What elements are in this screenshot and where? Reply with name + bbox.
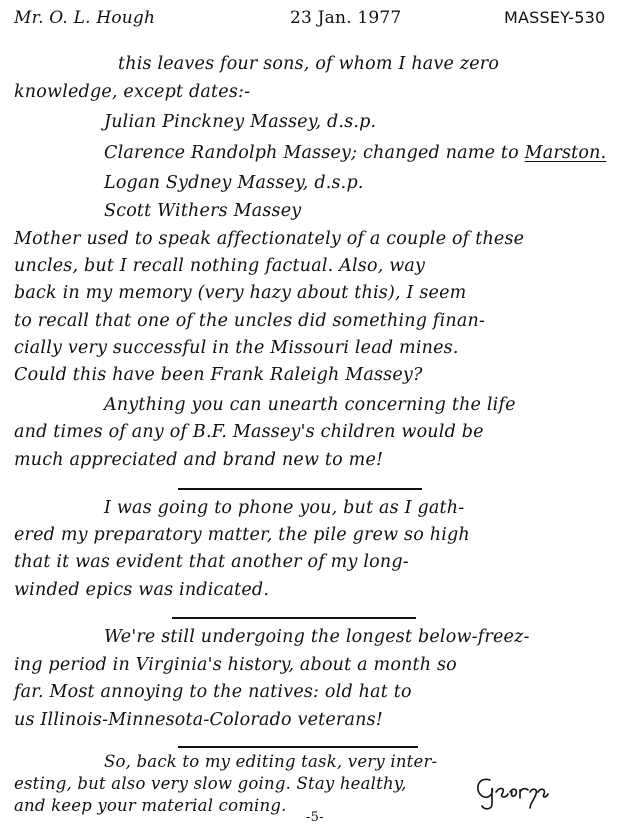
para4-line-1: I was going to phone you, but as I gath- xyxy=(104,498,465,518)
recipient-line: Mr. O. L. Hough xyxy=(14,8,156,28)
son-name-2-text: Clarence Randolph Massey; changed name to xyxy=(104,143,525,163)
section-divider-1 xyxy=(178,488,422,490)
para5-line-1: We're still undergoing the longest below-freez- xyxy=(104,627,530,647)
para2-line-4: to recall that one of the uncles did something finan- xyxy=(14,311,486,331)
letter-date: 23 Jan. 1977 xyxy=(290,8,402,28)
para2-line-1: Mother used to speak affectionately of a couple of these xyxy=(14,229,525,249)
para5-line-3: far. Most annoying to the natives: old hat to xyxy=(14,682,412,702)
signature xyxy=(470,770,550,810)
para4-line-3: that it was evident that another of my long- xyxy=(14,552,409,572)
para6-line-2: esting, but also very slow going. Stay healthy, xyxy=(14,774,407,793)
para5-line-2: ing period in Virginia's history, about a month so xyxy=(14,655,457,675)
para2-line-2: uncles, but I recall nothing factual. Also, way xyxy=(14,256,426,276)
para2-line-5: cially very successful in the Missouri lead mines. xyxy=(14,338,459,358)
para2-line-3: back in my memory (very hazy about this), I seem xyxy=(14,283,467,303)
section-divider-2 xyxy=(172,617,416,619)
son-name-2-underlined: Marston. xyxy=(524,143,607,163)
para6-line-3: and keep your material coming. xyxy=(14,796,287,815)
para2-line-6: Could this have been Frank Raleigh Massey? xyxy=(14,365,423,385)
son-name-1: Julian Pinckney Massey, d.s.p. xyxy=(104,112,377,132)
son-name-2 xyxy=(104,143,606,163)
page-number: -5- xyxy=(306,810,324,825)
para4-line-2: ered my preparatory matter, the pile grew so high xyxy=(14,525,470,545)
para1-line-2: knowledge, except dates:- xyxy=(14,82,251,102)
para6-line-1: So, back to my editing task, very inter- xyxy=(104,752,438,771)
para1-line-1: this leaves four sons, of whom I have zero xyxy=(118,54,500,74)
son-name-3: Logan Sydney Massey, d.s.p. xyxy=(104,173,364,193)
section-divider-3 xyxy=(178,746,418,748)
son-name-4: Scott Withers Massey xyxy=(104,201,302,221)
para4-line-4: winded epics was indicated. xyxy=(14,580,270,600)
signature-scrawl xyxy=(470,770,550,810)
para5-line-4: us Illinois-Minnesota-Colorado veterans! xyxy=(14,710,383,730)
para3-line-3: much appreciated and brand new to me! xyxy=(14,450,384,470)
reference-code: MASSEY-530 xyxy=(504,8,606,27)
para3-line-1: Anything you can unearth concerning the life xyxy=(104,395,516,415)
para3-line-2: and times of any of B.F. Massey's children would be xyxy=(14,422,484,442)
